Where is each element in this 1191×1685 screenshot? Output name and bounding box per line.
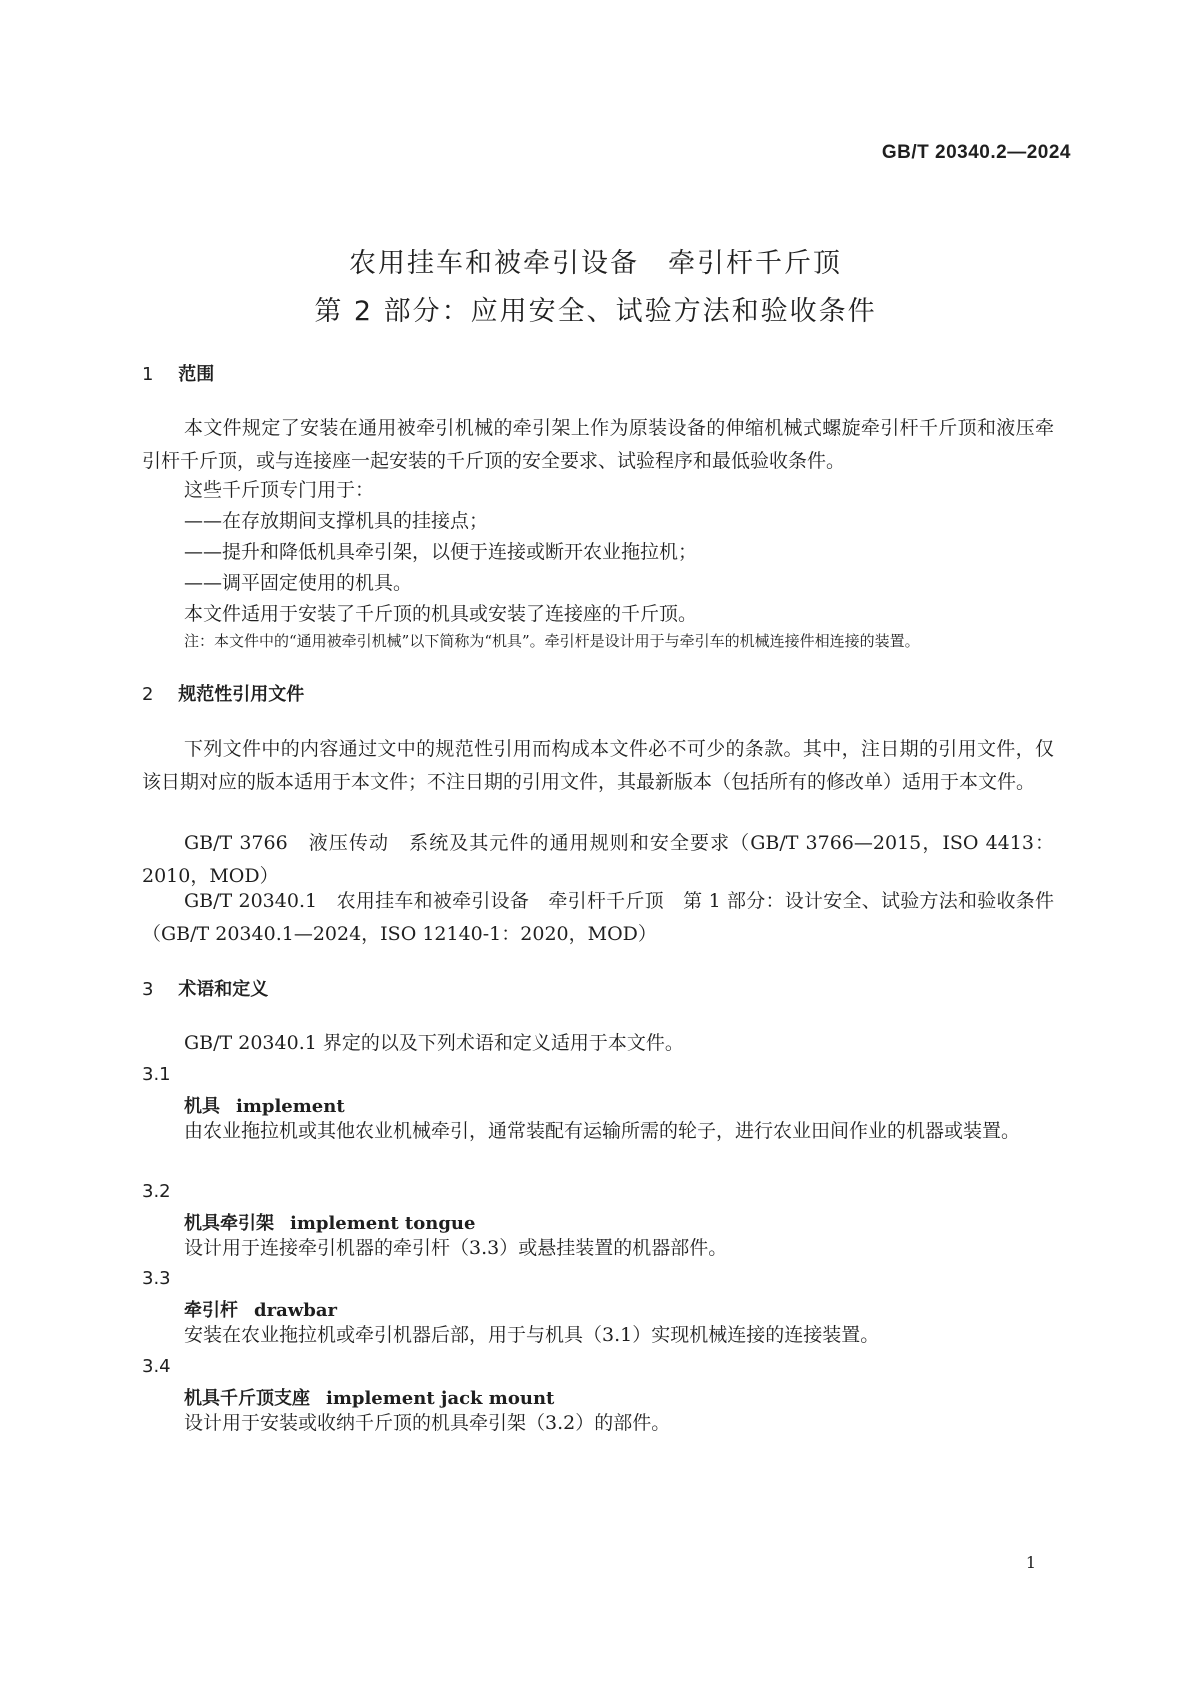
scope-paragraph: 本文件规定了安装在通用被牵引机械的牵引架上作为原装设备的伸缩机械式螺旋牵引杆千斤顶和液压牵引杆千斤顶，或与连接座一起安装的千斤顶的安全要求、试验程序和最低验收条件。 (142, 417, 1054, 472)
section-3-heading (142, 975, 268, 1001)
list-item: ——调平固定使用的机具。 (184, 572, 413, 594)
term-number: 3.4 (142, 1356, 171, 1377)
applicability-paragraph: 本文件适用于安装了千斤顶的机具或安装了连接座的千斤顶。 (184, 603, 698, 625)
scope-note: 注：本文件中的“通用被牵引机械”以下简称为“机具”。牵引杆是设计用于与牵引车的机械连接件相连接的装置。 (184, 632, 920, 650)
term-zh: 机具 (184, 1096, 220, 1117)
term-definition: 设计用于连接牵引机器的牵引杆（3.3）或悬挂装置的机器部件。 (184, 1237, 728, 1259)
term-zh: 机具千斤顶支座 (184, 1388, 310, 1409)
section-title: 规范性引用文件 (178, 684, 305, 705)
section-number: 1 (142, 364, 154, 385)
list-item: ——提升和降低机具牵引架，以便于连接或断开农业拖拉机； (184, 541, 698, 563)
term-zh: 牵引杆 (184, 1300, 238, 1321)
terms-intro: GB/T 20340.1 界定的以及下列术语和定义适用于本文件。 (184, 1032, 684, 1054)
standard-id: GB/T 20340.2—2024 (881, 142, 1071, 163)
section-title: 术语和定义 (178, 979, 269, 1000)
reference-item: GB/T 3766 液压传动 系统及其元件的通用规则和安全要求（GB/T 3766—2015，ISO 4413：2010，MOD） (142, 832, 1054, 887)
section-number: 2 (142, 684, 154, 705)
scope-lead: 这些千斤顶专门用于： (184, 479, 375, 501)
title-line-1: 农用挂车和被牵引设备 牵引杆千斤顶 (349, 248, 842, 279)
term-number: 3.2 (142, 1181, 171, 1202)
section-1-heading (142, 360, 214, 386)
section-2-heading (142, 680, 304, 706)
reference-item: GB/T 20340.1 农用挂车和被牵引设备 牵引杆千斤顶 第 1 部分：设计安全、试验方法和验收条件（GB/T 20340.1—2024，ISO 12140-1：2020，MOD） (142, 890, 1054, 945)
list-item: ——在存放期间支撑机具的挂接点； (184, 510, 489, 532)
term-number: 3.3 (142, 1268, 171, 1289)
term-zh: 机具牵引架 (184, 1213, 274, 1234)
term-number: 3.1 (142, 1064, 171, 1085)
term-en: implement (236, 1096, 345, 1117)
term-en: implement tongue (290, 1213, 476, 1234)
section-number: 3 (142, 979, 154, 1000)
document-title (0, 240, 1191, 336)
term-definition: 由农业拖拉机或其他农业机械牵引，通常装配有运输所需的轮子，进行农业田间作业的机器或装置。 (184, 1120, 1021, 1142)
term-en: drawbar (254, 1300, 337, 1321)
normative-references-paragraph: 下列文件中的内容通过文中的规范性引用而构成本文件必不可少的条款。其中，注日期的引用文件，仅该日期对应的版本适用于本文件；不注日期的引用文件，其最新版本（包括所有的修改单）适用于本文件。 (142, 738, 1054, 793)
term-definition: 安装在农业拖拉机或牵引机器后部，用于与机具（3.1）实现机械连接的连接装置。 (184, 1324, 880, 1346)
page-number: 1 (1025, 1553, 1036, 1572)
section-title: 范围 (178, 364, 215, 385)
title-line-2: 第 2 部分：应用安全、试验方法和验收条件 (314, 296, 877, 327)
term-en: implement jack mount (326, 1388, 555, 1409)
term-definition: 设计用于安装或收纳千斤顶的机具牵引架（3.2）的部件。 (184, 1412, 671, 1434)
